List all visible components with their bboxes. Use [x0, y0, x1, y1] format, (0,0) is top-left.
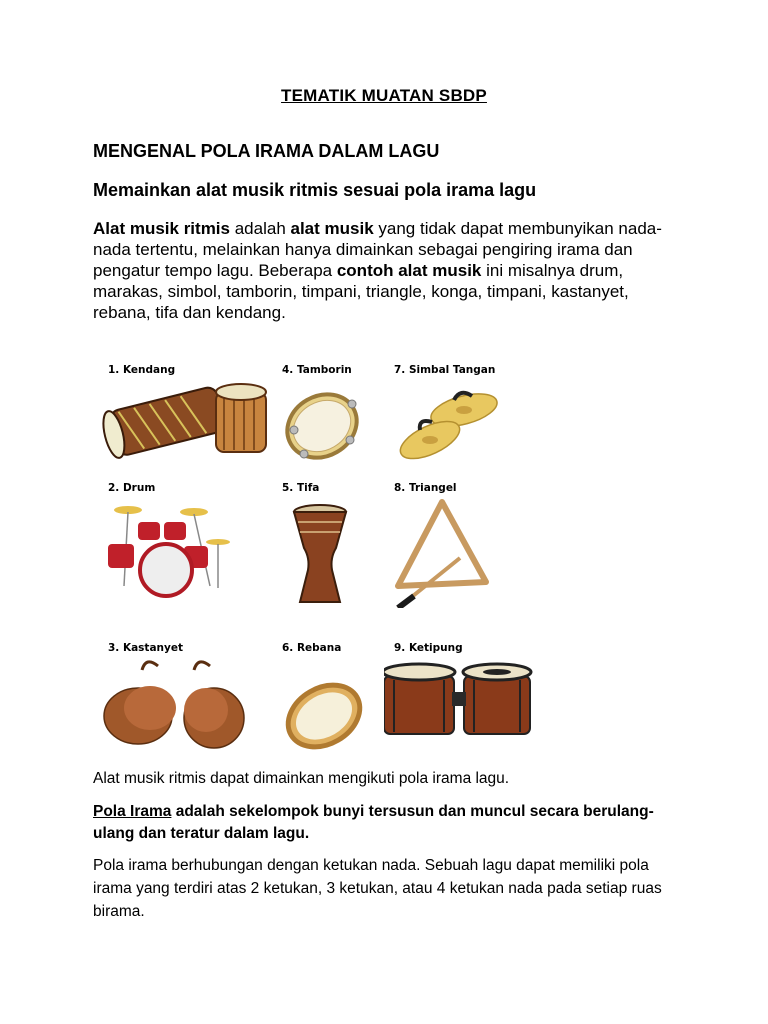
instrument-label: 9. Ketipung — [394, 642, 463, 654]
instrument-label: 7. Simbal Tangan — [394, 364, 496, 376]
defined-term: Pola Irama — [93, 803, 172, 820]
instrument-label: 5. Tifa — [282, 482, 320, 494]
bold-term-2: alat musik — [290, 219, 374, 238]
instrument-kendang — [98, 360, 268, 480]
instrument-label: 8. Triangel — [394, 482, 457, 494]
section-heading: MENGENAL POLA IRAMA DALAM LAGU — [93, 141, 440, 161]
triangle-icon — [384, 478, 514, 608]
section-subheading: Memainkan alat musik ritmis sesuai pola irama lagu — [93, 180, 537, 200]
beat-paragraph: Pola irama berhubungan dengan ketukan nada. Sebuah lagu dapat memiliki pola irama yang terdiri atas 2 ketukan, 3 ketukan, atau 4 ketukan nada pada setiap ruas birama. — [93, 857, 662, 920]
intro-paragraph — [93, 218, 673, 323]
hand-cymbal-icon — [384, 360, 534, 470]
text-run: adalah — [230, 219, 291, 238]
instrument-label: 3. Kastanyet — [108, 642, 183, 654]
bold-term-1: Alat musik ritmis — [93, 219, 230, 238]
instrument-label: 6. Rebana — [282, 642, 342, 654]
rebana-icon — [272, 638, 382, 758]
instrument-label: 1. Kendang — [108, 364, 176, 376]
rhythm-paragraph: Alat musik ritmis dapat dimainkan mengikuti pola irama lagu. — [93, 770, 510, 787]
text-run: ini misalnya drum, marakas, simbol, tamborin, timpani, triangle, konga, timpani, kastanyet, rebana, tifa dan kendang. — [93, 261, 629, 322]
instrument-label: 2. Drum — [108, 482, 156, 494]
instrument-drum — [98, 478, 248, 598]
tifa-drum-icon — [272, 478, 382, 608]
drum-kit-icon — [98, 478, 248, 608]
document-title: TEMATIK MUATAN SBDP — [281, 86, 487, 105]
kendang-icon — [98, 360, 273, 470]
bongo-drum-icon — [384, 638, 544, 758]
instrument-simbal-tangan — [384, 360, 534, 480]
bold-term-3: contoh alat musik — [336, 261, 482, 280]
tambourine-icon — [272, 360, 382, 470]
text-run: yang tidak dapat membunyikan nada-nada tertentu, melainkan hanya dimainkan sebagai pengiring irama dan pengatur tempo lagu. Beberapa — [93, 219, 662, 280]
definition-paragraph — [93, 801, 673, 845]
instrument-label: 4. Tamborin — [282, 364, 352, 376]
instrument-ketipung — [384, 638, 544, 758]
instrument-triangel — [384, 478, 524, 598]
definition-text: adalah sekelompok bunyi tersusun dan muncul secara berulang-ulang dan teratur dalam lagu. — [93, 803, 654, 842]
instrument-illustration-grid — [98, 360, 538, 760]
castanets-icon — [98, 638, 258, 758]
instrument-kastanyet — [98, 638, 258, 758]
